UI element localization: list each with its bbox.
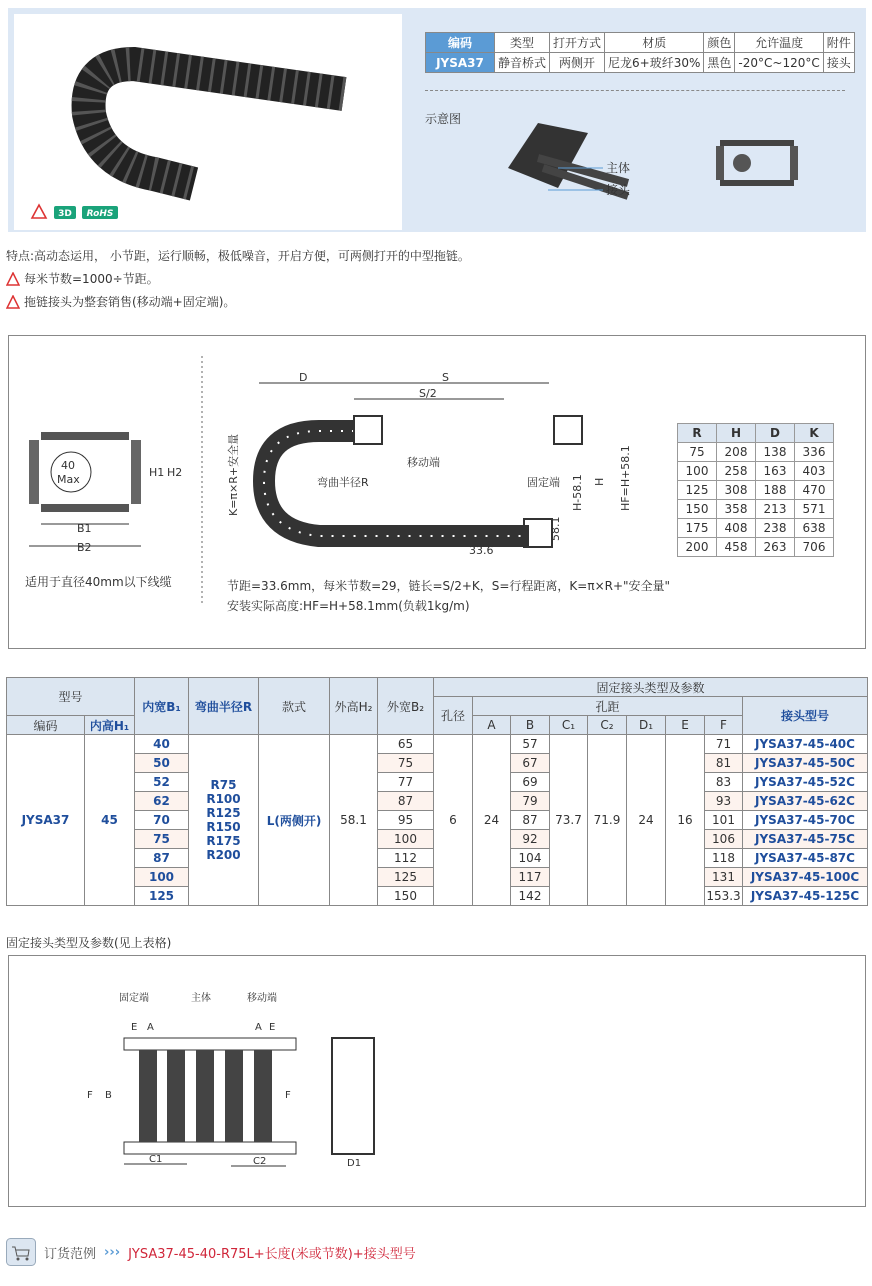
svg-text:Max: Max xyxy=(57,473,80,486)
table-cell: 款式 xyxy=(259,678,330,735)
table-cell: 125 xyxy=(678,481,717,500)
spec-table xyxy=(425,32,855,73)
spec-cell: 尼龙6+玻纤30% xyxy=(605,53,704,73)
svg-text:C2: C2 xyxy=(253,1156,267,1167)
table-cell: 200 xyxy=(678,538,717,557)
table-cell: 117 xyxy=(511,868,550,887)
table-cell: 571 xyxy=(795,500,834,519)
table-cell: K xyxy=(795,424,834,443)
table-cell: 87 xyxy=(378,792,434,811)
table-row xyxy=(678,443,834,462)
spec-cell: 接头 xyxy=(823,53,854,73)
dimension-diagram xyxy=(8,335,866,649)
table-cell: JYSA37 xyxy=(7,735,85,906)
table-cell: 孔距 xyxy=(473,697,743,716)
table-cell: 62 xyxy=(135,792,189,811)
table-cell: F xyxy=(705,716,743,735)
table-cell: C₁ xyxy=(550,716,588,735)
spec-header: 颜色 xyxy=(704,33,735,53)
table-cell: 101 xyxy=(705,811,743,830)
spec-cell: 两侧开 xyxy=(550,53,605,73)
table-cell: 69 xyxy=(511,773,550,792)
body-label: 主体 xyxy=(606,161,631,175)
table-cell: 100 xyxy=(678,462,717,481)
table-cell: 40 xyxy=(135,735,189,754)
table-cell: 外高H₂ xyxy=(330,678,378,735)
svg-text:D1: D1 xyxy=(347,1158,362,1169)
table-cell: 79 xyxy=(511,792,550,811)
table-cell: 内宽B₁ xyxy=(135,678,189,735)
table-cell: 138 xyxy=(756,443,795,462)
table-cell: 104 xyxy=(511,849,550,868)
svg-text:A: A xyxy=(255,1022,262,1033)
warning-icon xyxy=(6,272,20,286)
table-cell: 75 xyxy=(135,830,189,849)
svg-text:B2: B2 xyxy=(77,541,92,554)
rohs-label: RoHS xyxy=(86,209,114,219)
svg-text:移动端: 移动端 xyxy=(247,993,277,1004)
table-cell: 125 xyxy=(135,887,189,906)
table-cell: 458 xyxy=(717,538,756,557)
svg-text:固定端: 固定端 xyxy=(527,476,560,489)
table-cell: 150 xyxy=(678,500,717,519)
svg-text:F: F xyxy=(87,1090,93,1101)
warning-icon xyxy=(6,295,20,309)
svg-text:40: 40 xyxy=(61,459,75,472)
svg-text:HF=H+58.1: HF=H+58.1 xyxy=(619,445,632,511)
table-row xyxy=(678,481,834,500)
table-cell: 52 xyxy=(135,773,189,792)
feature-item: 拖链接头为整套销售(移动端+固定端)。 xyxy=(6,293,235,310)
table-cell: 208 xyxy=(717,443,756,462)
table-cell: D₁ xyxy=(627,716,666,735)
table-cell: 470 xyxy=(795,481,834,500)
table-cell: 65 xyxy=(378,735,434,754)
table-cell: 77 xyxy=(378,773,434,792)
table-cell: 73.7 xyxy=(550,735,588,906)
svg-text:固定端: 固定端 xyxy=(119,993,149,1004)
table-cell: H xyxy=(717,424,756,443)
svg-text:K=π×R+安全量: K=π×R+安全量 xyxy=(227,433,240,516)
table-cell: 706 xyxy=(795,538,834,557)
drag-chain-image xyxy=(14,14,402,230)
table-cell: 75 xyxy=(378,754,434,773)
svg-text:A: A xyxy=(147,1022,154,1033)
table-cell: 403 xyxy=(795,462,834,481)
joint-drawing xyxy=(9,956,865,1206)
table-cell: R75 R100 R125 R150 R175 R200 xyxy=(189,735,259,906)
svg-text:弯曲半径R: 弯曲半径R xyxy=(317,476,369,489)
table-cell: D xyxy=(756,424,795,443)
r-table xyxy=(677,423,834,557)
table-cell: 67 xyxy=(511,754,550,773)
table-cell: L(两侧开) xyxy=(259,735,330,906)
table-cell: 87 xyxy=(511,811,550,830)
spec-cell: 黑色 xyxy=(704,53,735,73)
table-cell: 118 xyxy=(705,849,743,868)
table-cell: B xyxy=(511,716,550,735)
table-row xyxy=(678,462,834,481)
svg-text:33.6: 33.6 xyxy=(469,544,494,557)
table-cell: JYSA37-45-40C xyxy=(743,735,868,754)
arrows-icon: ››› xyxy=(104,1244,121,1260)
table-cell: 95 xyxy=(378,811,434,830)
joint-label: 接头 xyxy=(606,183,631,197)
svg-text:C1: C1 xyxy=(149,1154,163,1165)
svg-text:移动端: 移动端 xyxy=(407,456,440,469)
svg-text:H: H xyxy=(593,477,606,486)
table-cell: JYSA37-45-52C xyxy=(743,773,868,792)
table-cell: JYSA37-45-100C xyxy=(743,868,868,887)
table-cell: JYSA37-45-50C xyxy=(743,754,868,773)
spec-cell: JYSA37 xyxy=(426,53,495,73)
svg-text:B1: B1 xyxy=(77,522,92,535)
spec-cell: 静音桥式 xyxy=(495,53,550,73)
spec-cell: -20°C~120°C xyxy=(735,53,823,73)
svg-text:S/2: S/2 xyxy=(419,387,437,400)
product-header-panel xyxy=(8,8,866,232)
table-cell: JYSA37-45-125C xyxy=(743,887,868,906)
table-cell: 638 xyxy=(795,519,834,538)
svg-text:S: S xyxy=(442,371,449,384)
order-example xyxy=(6,1238,416,1266)
divider xyxy=(425,90,845,91)
table-cell: 100 xyxy=(378,830,434,849)
spec-header: 材质 xyxy=(605,33,704,53)
joint-section-title: 固定接头类型及参数(见上表格) xyxy=(6,936,172,950)
spec-header: 打开方式 xyxy=(550,33,605,53)
table-cell: 固定接头类型及参数 xyxy=(434,678,868,697)
table-cell: JYSA37-45-70C xyxy=(743,811,868,830)
table-cell: 263 xyxy=(756,538,795,557)
table-cell: 孔径 xyxy=(434,697,473,735)
svg-text:58.1: 58.1 xyxy=(549,516,562,541)
svg-text:H-58.1: H-58.1 xyxy=(571,474,584,511)
table-cell: 87 xyxy=(135,849,189,868)
table-cell: 125 xyxy=(378,868,434,887)
table-cell: 142 xyxy=(511,887,550,906)
table-cell: 型号 xyxy=(7,678,135,716)
table-cell: 83 xyxy=(705,773,743,792)
table-cell: 258 xyxy=(717,462,756,481)
table-cell: 93 xyxy=(705,792,743,811)
table-cell: E xyxy=(666,716,705,735)
3d-label: 3D xyxy=(58,209,72,219)
table-cell: 24 xyxy=(627,735,666,906)
parameter-table xyxy=(6,677,868,906)
table-cell: 150 xyxy=(378,887,434,906)
table-cell: 106 xyxy=(705,830,743,849)
cart-icon xyxy=(6,1238,36,1266)
product-photo xyxy=(14,14,402,230)
schematic-drawing xyxy=(488,108,808,203)
svg-text:D: D xyxy=(299,371,308,384)
table-cell: A xyxy=(473,716,511,735)
table-cell: 71.9 xyxy=(588,735,627,906)
table-cell: 92 xyxy=(511,830,550,849)
table-cell: 6 xyxy=(434,735,473,906)
table-cell: 45 xyxy=(85,735,135,906)
table-cell: 238 xyxy=(756,519,795,538)
schematic-title: 示意图 xyxy=(425,112,462,126)
table-row xyxy=(7,735,868,754)
warning-icon xyxy=(32,205,46,218)
table-header xyxy=(678,424,834,443)
table-cell: 131 xyxy=(705,868,743,887)
table-cell: 163 xyxy=(756,462,795,481)
table-cell: 57 xyxy=(511,735,550,754)
table-cell: 外宽B₂ xyxy=(378,678,434,735)
svg-text:H1: H1 xyxy=(149,466,165,479)
svg-text:安装实际高度:HF=H+58.1mm(负载1kg/m): 安装实际高度:HF=H+58.1mm(负载1kg/m) xyxy=(227,599,470,613)
table-cell: 408 xyxy=(717,519,756,538)
svg-text:E: E xyxy=(269,1022,276,1033)
table-cell: 接头型号 xyxy=(743,697,868,735)
joint-diagram xyxy=(8,955,866,1207)
table-cell: 112 xyxy=(378,849,434,868)
table-cell: 编码 xyxy=(7,716,85,735)
table-row xyxy=(678,500,834,519)
table-cell: C₂ xyxy=(588,716,627,735)
spec-header: 类型 xyxy=(495,33,550,53)
table-cell: 153.3 xyxy=(705,887,743,906)
table-cell: 188 xyxy=(756,481,795,500)
table-row xyxy=(678,519,834,538)
spec-header: 允许温度 xyxy=(735,33,823,53)
table-cell: 58.1 xyxy=(330,735,378,906)
table-cell: 75 xyxy=(678,443,717,462)
table-cell: 213 xyxy=(756,500,795,519)
table-cell: 358 xyxy=(717,500,756,519)
table-cell: 175 xyxy=(678,519,717,538)
order-label: 订货范例 xyxy=(44,1246,97,1262)
svg-text:节距=33.6mm，每米节数=29，链长=S/2+K，S=行: 节距=33.6mm，每米节数=29，链长=S/2+K，S=行程距离，K=π×R+"安全量" xyxy=(227,579,671,593)
spec-header: 编码 xyxy=(426,33,495,53)
svg-text:F: F xyxy=(285,1090,291,1101)
table-cell: 50 xyxy=(135,754,189,773)
table-cell: R xyxy=(678,424,717,443)
table-cell: 70 xyxy=(135,811,189,830)
table-cell: 内高H₁ xyxy=(85,716,135,735)
table-cell: 308 xyxy=(717,481,756,500)
feature-text: 特点:高动态运用， 小节距，运行顺畅，极低噪音，开启方便，可两侧打开的中型拖链。 xyxy=(6,249,470,263)
table-cell: JYSA37-45-87C xyxy=(743,849,868,868)
order-example-text: JYSA37-45-40-R75L+长度(米或节数)+接头型号 xyxy=(128,1246,416,1262)
table-cell: JYSA37-45-62C xyxy=(743,792,868,811)
table-cell: 100 xyxy=(135,868,189,887)
spec-header: 附件 xyxy=(823,33,854,53)
feature-item: 每米节数=1000÷节距。 xyxy=(6,270,159,287)
table-cell: 16 xyxy=(666,735,705,906)
svg-text:适用于直径40mm以下线缆: 适用于直径40mm以下线缆 xyxy=(25,575,172,589)
table-row xyxy=(678,538,834,557)
table-header xyxy=(7,678,868,697)
table-cell: 336 xyxy=(795,443,834,462)
table-cell: 24 xyxy=(473,735,511,906)
table-cell: 71 xyxy=(705,735,743,754)
table-cell: 弯曲半径R xyxy=(189,678,259,735)
svg-text:E: E xyxy=(131,1022,138,1033)
svg-text:H2: H2 xyxy=(167,466,183,479)
svg-text:B: B xyxy=(105,1090,112,1101)
svg-text:主体: 主体 xyxy=(191,993,211,1004)
table-cell: 81 xyxy=(705,754,743,773)
table-cell: JYSA37-45-75C xyxy=(743,830,868,849)
